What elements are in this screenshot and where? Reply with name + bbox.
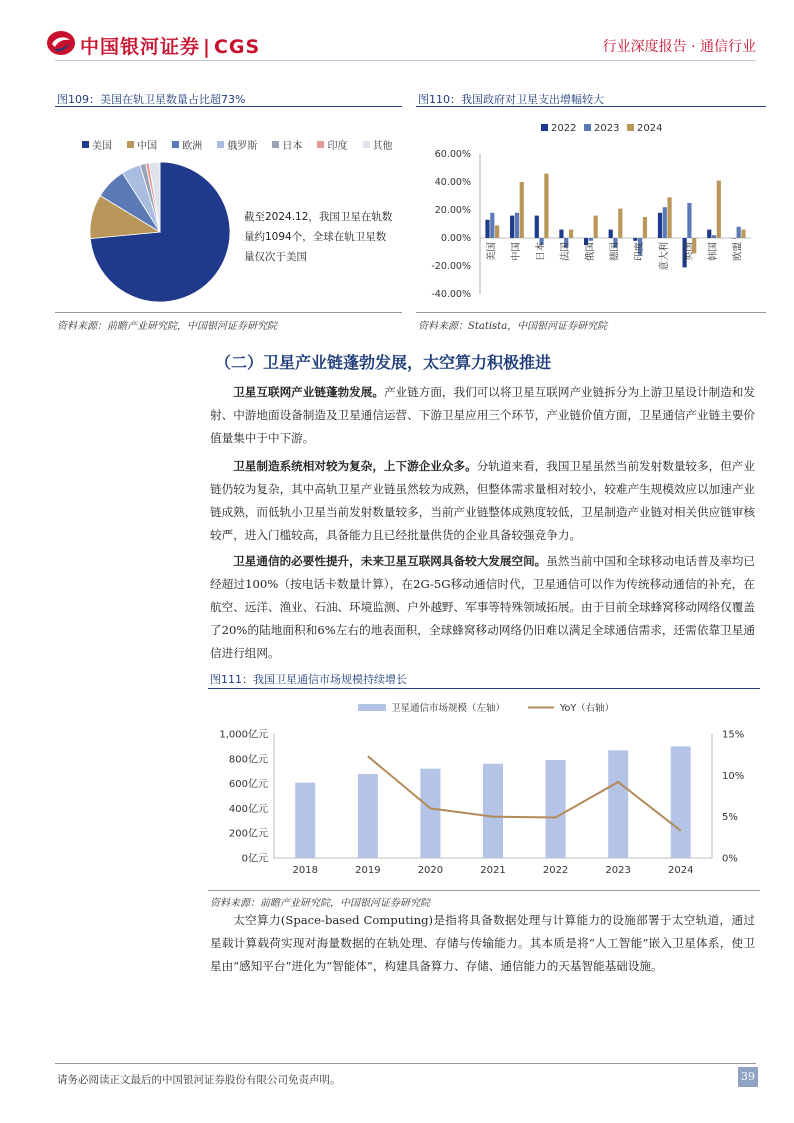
bar	[712, 235, 716, 238]
x-tick-label: 英国	[683, 242, 695, 262]
y-tick-label: -40.00%	[431, 289, 471, 300]
bar	[658, 213, 662, 238]
paragraph-lead: 卫星通信的必要性提升，未来卫星互联网具备较大发展空间。	[233, 554, 547, 568]
bar	[485, 220, 489, 238]
bar	[490, 213, 494, 238]
page-number: 39	[738, 1067, 758, 1087]
header-divider	[55, 60, 756, 61]
logo-text: 中国银河证券 | CGS	[80, 36, 261, 58]
y-tick-label: 0.00%	[440, 233, 471, 244]
fig109-rule	[55, 106, 402, 107]
paragraph-body: 产业链方面，我们可以将卫星互联网产业链拆分为上游卫星设计制造和发射、中游地面设备制造及卫星通信运营、下游卫星应用三个环节，产业链价值方面，卫星通信产业链主要价值量集中于中下游。	[210, 385, 755, 445]
x-tick-label: 2021	[480, 865, 506, 876]
fig111-rule	[208, 688, 760, 689]
bar	[420, 769, 440, 858]
bar	[618, 209, 622, 238]
section-title: （二）卫星产业链蓬勃发展，太空算力积极推进	[215, 353, 552, 372]
legend-label: 2022	[551, 123, 577, 134]
x-tick-label: 俄国	[584, 242, 596, 262]
y-right-tick-label: 15%	[722, 729, 745, 741]
bar	[515, 213, 519, 238]
fig110-title: 图110：我国政府对卫星支出增幅较大	[418, 93, 604, 106]
x-tick-label: 韩国	[708, 242, 720, 262]
legend-item: 印度	[317, 137, 347, 152]
fig111-bottom-rule	[208, 890, 760, 891]
bar	[663, 207, 667, 238]
x-tick-label: 2022	[542, 865, 569, 876]
legend-item: 欧洲	[172, 137, 202, 152]
legend-label: 卫星通信市场规模（左轴）	[391, 703, 506, 714]
x-tick-label: 2024	[667, 865, 694, 876]
bar	[495, 225, 499, 238]
bar	[546, 760, 566, 858]
bar	[717, 181, 721, 238]
x-tick-label: 2019	[355, 865, 381, 876]
footer-divider	[55, 1063, 756, 1064]
x-tick-label: 2020	[417, 865, 444, 876]
bar	[741, 230, 745, 238]
legend-swatch	[627, 124, 634, 131]
bar	[609, 230, 613, 238]
bar	[687, 203, 691, 238]
y-left-tick-label: 800亿元	[228, 754, 268, 766]
header-category: 行业深度报告 · 通信行业	[602, 39, 756, 55]
x-tick-label: 印度	[634, 242, 646, 262]
fig111-source: 资料来源：前瞻产业研究院，中国银河证券研究院	[210, 898, 430, 909]
legend-item: 美国	[82, 137, 112, 152]
bar	[569, 230, 573, 238]
paragraph-lead: 卫星互联网产业链蓬勃发展。	[233, 385, 384, 399]
legend-swatch	[358, 704, 386, 711]
y-tick-label: 20.00%	[434, 205, 471, 216]
legend-item: 其他	[363, 137, 393, 152]
header	[0, 0, 794, 62]
fig110-bar-chart	[416, 110, 766, 310]
y-left-tick-label: 600亿元	[228, 779, 268, 791]
fig110-bottom-rule	[416, 312, 766, 313]
bar	[643, 217, 647, 238]
bar	[559, 230, 563, 238]
y-tick-label: 40.00%	[434, 177, 471, 188]
x-tick-label: 美国	[486, 242, 498, 262]
bar	[544, 174, 548, 238]
x-tick-label: 中国	[510, 242, 522, 262]
y-left-tick-label: 400亿元	[228, 803, 268, 815]
y-right-tick-label: 0%	[722, 853, 738, 865]
x-tick-label: 意大利	[658, 241, 670, 271]
paragraph-body: 分轨道来看，我国卫星虽然当前发射数量较多，但产业链仍较为复杂，其中高轨卫星产业链虽然较为成熟，但整体需求量相对较小，较难产生规模效应以加速产业链成熟，而低轨小卫星当前发射数量较多，当前产业链整体成熟度较低，卫星制造产业链对相关供应链审核较严，进入门槛较高，具备能力且已经批量供货的企业具备较强竞争力。	[210, 459, 755, 542]
fig109-legend	[82, 133, 402, 152]
legend-label: YoY（右轴）	[560, 703, 615, 714]
bar	[707, 230, 711, 238]
paragraph-lead: 卫星制造系统相对较为复杂，上下游企业众多。	[233, 459, 477, 473]
legend-label: 2024	[637, 123, 663, 134]
fig109-source: 资料来源：前瞻产业研究院，中国银河证券研究院	[57, 321, 277, 332]
y-right-tick-label: 10%	[722, 770, 745, 782]
bar	[633, 238, 637, 241]
y-right-tick-label: 5%	[722, 812, 738, 824]
x-tick-label: 德国	[609, 242, 621, 262]
fig109-bottom-rule	[55, 312, 402, 313]
x-tick-label: 日本	[535, 242, 547, 262]
bar	[510, 216, 514, 238]
fig110-source: 资料来源：Statista，中国银河证券研究院	[418, 321, 608, 332]
x-tick-label: 法国	[560, 242, 572, 262]
legend-label: 2023	[594, 123, 620, 134]
fig110-rule	[416, 106, 766, 107]
x-tick-label: 2018	[292, 865, 319, 876]
legend-swatch	[584, 124, 591, 131]
bar	[671, 746, 691, 858]
legend-item: 俄罗斯	[217, 137, 257, 152]
paragraph-body: 虽然当前中国和全球移动电话普及率均已经超过100%（按电话卡数量计算），在2G-5G移动通信时代，卫星通信可以作为传统移动通信的补充，在航空、远洋、渔业、石油、环境监测、户外越野、军事等特殊领域拓展。由于目前全球蜂窝移动网络仅覆盖了20%的陆地面积和6%左右的地表面积，全球蜂窝移动网络仍旧难以满足全球通信需求，还需依靠卫星通信进行组网。	[210, 554, 755, 660]
bar	[589, 238, 593, 241]
paragraph-2	[210, 455, 755, 547]
bar	[358, 774, 378, 858]
bar	[483, 764, 503, 858]
y-tick-label: -20.00%	[431, 261, 471, 272]
x-tick-label: 2023	[605, 865, 631, 876]
legend-item: 中国	[127, 137, 157, 152]
bar	[737, 227, 741, 238]
logo-icon	[46, 30, 76, 56]
bar	[608, 750, 628, 858]
fig109-title: 图109：美国在轨卫星数量占比超73%	[57, 93, 246, 106]
y-left-tick-label: 0亿元	[241, 853, 268, 865]
bar	[594, 216, 598, 238]
paragraph-1	[210, 381, 755, 450]
bar	[732, 238, 736, 239]
y-left-tick-label: 1,000亿元	[219, 729, 268, 741]
line-series	[368, 756, 681, 830]
bar	[535, 216, 539, 238]
bar	[520, 182, 524, 238]
legend-item: 日本	[272, 137, 302, 152]
bar	[667, 197, 671, 238]
fig109-annotation: 截至2024.12，我国卫星在轨数量约1094个，全球在轨卫星数量仅次于美国	[244, 211, 393, 263]
paragraph-3	[210, 550, 755, 665]
bar	[295, 783, 315, 858]
y-left-tick-label: 200亿元	[228, 828, 268, 840]
x-tick-label: 欧盟	[732, 242, 744, 262]
fig111-combo-chart	[208, 692, 760, 887]
legend-swatch	[541, 124, 548, 131]
fig109-pie-chart	[85, 160, 235, 305]
footer-disclaimer: 请务必阅读正文最后的中国银河证券股份有限公司免责声明。	[57, 1074, 341, 1086]
y-tick-label: 60.00%	[434, 149, 471, 160]
paragraph-body: 太空算力(Space-based Computing)是指将具备数据处理与计算能力的设施部署于太空轨道，通过星载计算载荷实现对海量数据的在轨处理、存储与传输能力。其本质是将“人工智能”嵌入卫星体系，使卫星由“感知平台”进化为“智能体”，构建具备算力、存储、通信能力的天基智能基础设施。	[210, 913, 755, 973]
paragraph-4	[210, 909, 755, 978]
fig111-title: 图111：我国卫星通信市场规模持续增长	[210, 673, 407, 686]
